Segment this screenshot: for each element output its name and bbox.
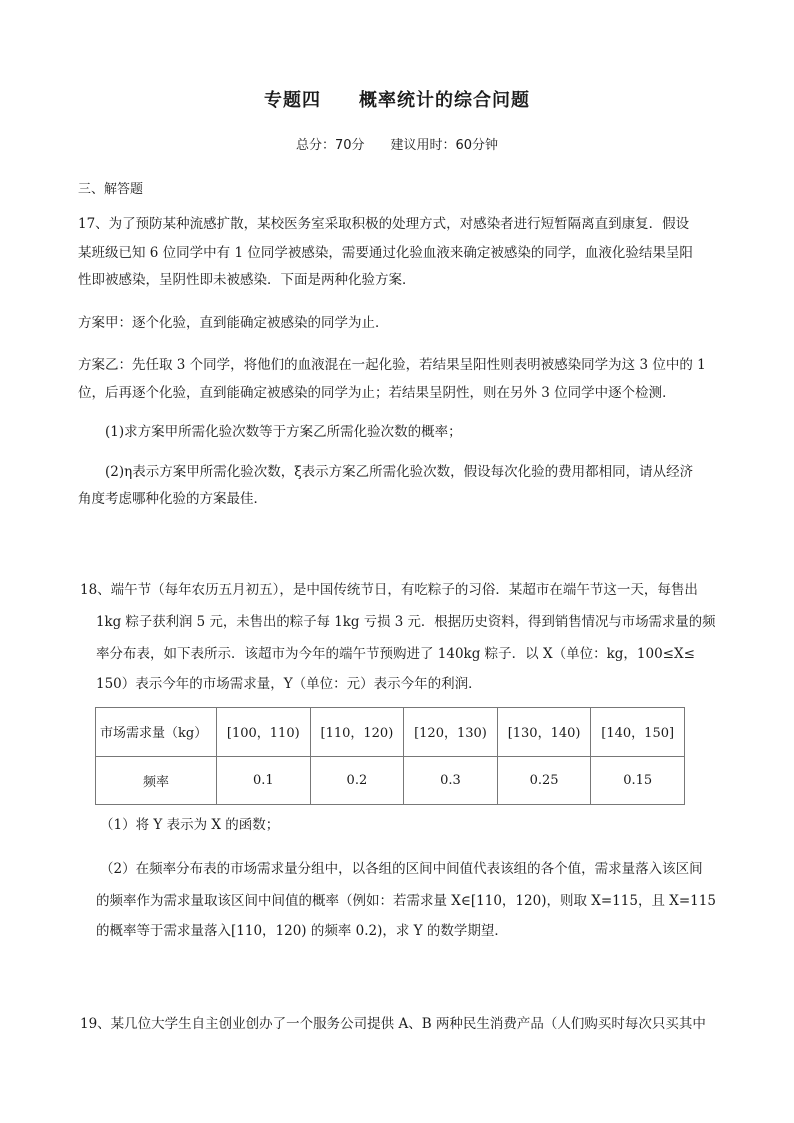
q18-line-4: 150）表示今年的市场需求量，Y（单位：元）表示今年的利润． xyxy=(96,676,482,692)
q18-part-2-line-1: （2）在频率分布表的市场需求量分组中，以各组的区间中间值代表该组的各个值，需求量落入该区间 xyxy=(100,861,703,877)
table-cell: 0.3 xyxy=(404,756,498,805)
q17-line-2: 某班级已知 6 位同学中有 1 位同学被感染，需要通过化验血液来确定被感染的同学，血液化验结果呈阳 xyxy=(78,245,693,261)
q17-line-3: 性即被感染，呈阴性即未被感染．下面是两种化验方案． xyxy=(78,272,416,288)
q18-part-2-line-2: 的频率作为需求量取该区间中间值的概率（例如：若需求量 X∈[110，120)，则取 X=115，且 X=115 xyxy=(96,893,716,909)
table-cell: [100，110) xyxy=(217,708,311,757)
q17-part-2-line-2: 角度考虑哪种化验的方案最佳． xyxy=(78,491,267,507)
q18-line-1: 18、端午节（每年农历五月初五），是中国传统节日，有吃粽子的习俗．某超市在端午节这一天，每售出 xyxy=(80,582,698,598)
q17-line-1: 17、为了预防某种流感扩散，某校医务室采取积极的处理方式，对感染者进行短暂隔离直到康复．假设 xyxy=(78,216,690,232)
q17-part-2-line-1: (2)η表示方案甲所需化验次数，ξ表示方案乙所需化验次数，假设每次化验的费用都相同，请从经济 xyxy=(105,464,694,480)
q18-part-1: （1）将 Y 表示为 X 的函数； xyxy=(100,817,280,833)
q17-plan-b-line-1: 方案乙：先任取 3 个同学，将他们的血液混在一起化验，若结果呈阳性则表明被感染同学为这 3 位中的 1 xyxy=(78,357,706,373)
q18-line-3: 率分布表，如下表所示．该超市为今年的端午节预购进了 140kg 粽子．以 X（单位：kg，100≤X≤ xyxy=(96,646,695,662)
table-cell: 0.2 xyxy=(310,756,404,805)
table-cell: 0.25 xyxy=(497,756,591,805)
frequency-table xyxy=(95,707,685,805)
table-header-cell: 频率 xyxy=(96,756,217,805)
q18-line-2: 1kg 粽子获利润 5 元，未售出的粽子每 1kg 亏损 3 元．根据历史资料，得到销售情况与市场需求量的频 xyxy=(96,614,716,630)
table-row xyxy=(96,708,685,757)
q17-plan-b-line-2: 位，后再逐个化验，直到能确定被感染的同学为止；若结果呈阴性，则在另外 3 位同学中逐个检测． xyxy=(78,385,676,401)
q19-line-1: 19、某几位大学生自主创业创办了一个服务公司提供 A、B 两种民生消费产品（人们购买时每次只买其中 xyxy=(80,1016,706,1032)
page-title: 专题四 概率统计的综合问题 xyxy=(264,90,530,111)
table-cell: [120，130) xyxy=(404,708,498,757)
section-heading: 三、解答题 xyxy=(78,182,144,197)
exam-meta: 总分：70分 建议用时：60分钟 xyxy=(295,138,499,153)
q18-part-2-line-3: 的概率等于需求量落入[110，120) 的频率 0.2)，求 Y 的数学期望． xyxy=(96,923,508,939)
table-cell: [140，150] xyxy=(591,708,685,757)
table-header-cell: 市场需求量（kg） xyxy=(96,708,217,757)
q17-part-1: (1)求方案甲所需化验次数等于方案乙所需化验次数的概率； xyxy=(105,424,462,440)
table-cell: [110，120) xyxy=(310,708,404,757)
table-cell: [130，140) xyxy=(497,708,591,757)
table-row xyxy=(96,756,685,805)
table-cell: 0.15 xyxy=(591,756,685,805)
table-cell: 0.1 xyxy=(217,756,311,805)
q17-plan-a: 方案甲：逐个化验，直到能确定被感染的同学为止． xyxy=(78,315,389,331)
